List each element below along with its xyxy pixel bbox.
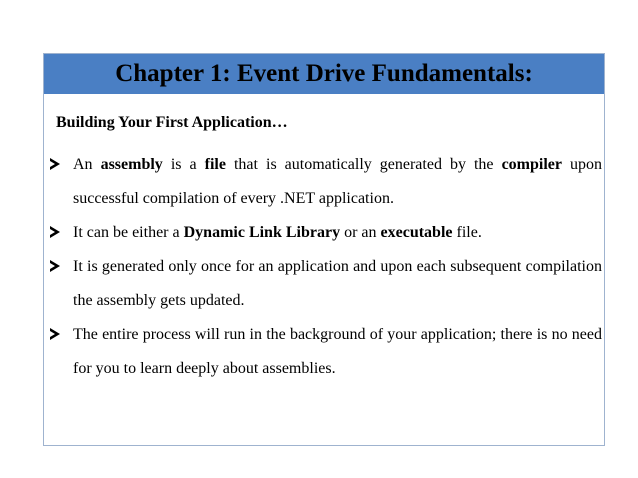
bullet-text: It is generated only once for an application and upon each subsequent compilation the assembly gets updated.: [73, 258, 602, 309]
bullet-item: [44, 318, 606, 386]
bullet-text: It can be either a Dynamic Link Library or an executable file.: [73, 224, 482, 241]
bullet-list: [44, 148, 606, 386]
bullet-text: An assembly is a file that is automatically generated by the compiler upon successful compilation of every .NET application.: [73, 156, 603, 207]
bullet-item: [44, 250, 606, 318]
bullet-item: [44, 216, 606, 250]
arrowhead-bullet-icon: [50, 216, 60, 250]
arrowhead-bullet-icon: [50, 250, 60, 284]
title-bar: [44, 54, 604, 94]
slide-frame: [43, 53, 605, 446]
arrowhead-bullet-icon: [50, 148, 60, 182]
arrowhead-bullet-icon: [50, 318, 60, 352]
section-subheading: Building Your First Application…: [56, 114, 288, 131]
bullet-text: The entire process will run in the background of your application; there is no need for you to learn deeply about assemblies.: [73, 326, 602, 377]
bullet-item: [44, 148, 606, 216]
slide-title: Chapter 1: Event Drive Fundamentals:: [115, 60, 533, 87]
